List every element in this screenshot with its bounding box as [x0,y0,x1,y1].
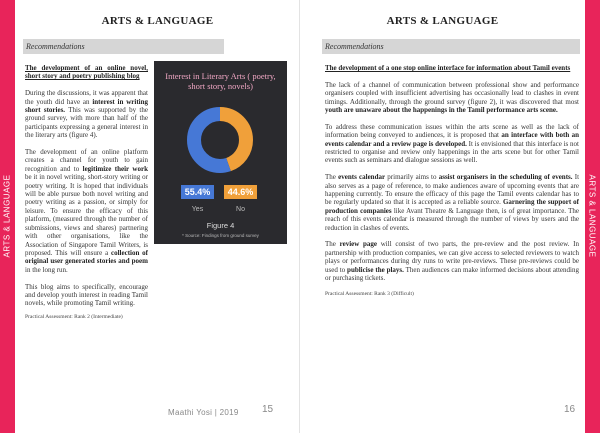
left-heading: The development of an online novel, short story and poetry publishing blog [25,64,148,81]
bold-run: interest in writing short stories. [25,97,148,115]
yes-percentage-badge: 55.4% [181,185,214,199]
bold-run: publicise the plays. [347,265,404,274]
left-recommendations-bar: Recommendations [23,39,224,54]
right-page-title: ARTS & LANGUAGE [386,15,499,27]
left-assessment: Practical Assessment: Rank 2 (Intermediate) [25,314,123,321]
figure-source: * Source: Findings from ground survey [182,233,259,238]
text-run: primarily aims to [385,173,439,182]
right-side-label: ARTS & LANGUAGE [587,174,597,258]
right-page-number: 16 [564,404,576,415]
right-paragraph-3 [325,173,579,232]
text-run: will consist of two parts, the pre-review and the post review. In partnership with production companies, we can give access to selected reviewers to watch plays or performances during dry runs to write pre-reviews. These pre-reviews could be used to [325,240,580,274]
right-text-column [325,64,579,306]
left-page-title: ARTS & LANGUAGE [101,15,214,27]
chart-title: Interest in Literary Arts ( poetry, short story, novels) [165,71,276,91]
footer-author: Maathi Yosi | 2019 [168,408,239,417]
bold-run: assist organisers in the scheduling of events. [438,173,573,182]
left-paragraph-3: This blog aims to specifically, encourage and develop youth interest in reading Tamil novels, while promoting Tamil writing. [25,282,148,308]
right-paragraph-2 [325,123,579,165]
right-assessment: Practical Assessment: Rank 3 (Difficult) [325,290,414,297]
figure-caption: Figure 4 [206,221,235,230]
text-run: The lack of a channel of communication between professional show and performance organisers coupled with insufficient advertising has occasionally lead to clashes in event timings. Additionally, through the ground survey (figure 2), it was discovered that most [325,80,579,106]
text-run: in the long run. [25,265,68,274]
left-page-number: 15 [262,404,274,415]
text-run: The [325,173,339,182]
right-heading: The development of a one stop online interface for information about Tamil events [325,64,571,72]
bold-run: legitimize their work [82,164,148,173]
no-label: No [236,206,245,213]
text-run: To address these communication issues within the arts scene as well as the lack of information being conveyed to audiences, it is proposed that [325,122,579,140]
page-gutter [299,0,300,433]
bold-run: Garnering the support of production companies [325,198,580,215]
text-run: be it in novel writing, short-story writing or poetry writing. It is hoped that individuals will be able pursue both novel writing and poetry writing as a passion, or simply for leisure. To ensure the efficacy of this platform, (measured through the number of submissions, views and shares) partnering with other organisations, like the Association of Singapore Tamil Writers, is proposed. This will ensure a [25,173,148,257]
left-paragraph-2 [25,148,148,274]
figure-4-chart [154,61,287,244]
text-run: It is envisioned that this interface is not restricted to organise and review only happenings in the arts scene but for other Tamil events such as seminars and dialogue sessions as well. [325,139,579,165]
text-run: The [325,240,340,249]
bold-run: collection of original user generated stories and poem [25,248,148,266]
bold-run: events calendar [338,173,386,182]
left-text-column [25,64,148,330]
donut-chart [185,105,255,175]
left-side-label: ARTS & LANGUAGE [2,174,12,258]
text-run: Then audiences can make informed decisions about attending or purchasing tickets. [325,265,579,283]
bold-run: an interface with both an events calendar and a review page is developed. [325,131,579,148]
bold-run: youth are unaware about the happenings in the Tamil performance arts scene. [325,106,558,115]
yes-label: Yes [191,206,204,213]
text-run: It also serves as a page of reference, to make audiences aware of upcoming events that are happening currently. To ensure the efficacy of this page the Tamil events calendar has to be regularly updated so that it is accepted as a reliable source. [325,173,580,207]
left-paragraph-1 [25,89,148,139]
right-recommendations-bar: Recommendations [322,39,580,54]
right-paragraph-1 [325,81,579,115]
text-run: This was supported by the ground survey, with more than half of the participants expressing a general interest in the literary arts (figure 4). [25,106,148,140]
text-run: During the discussions, it was apparent that the youth did have an [25,89,148,106]
bold-run: review page [339,240,378,249]
text-run: like Avant Theatre & Language then, is of great importance. The reach of this events calendar is measured through the number of views by users and the reduction in clashes of events. [325,206,580,232]
right-paragraph-4 [325,240,579,282]
no-percentage-badge: 44.6% [224,185,257,199]
text-run: The development of an online platform creates a channel for youth to gain recognition and to [25,148,148,173]
